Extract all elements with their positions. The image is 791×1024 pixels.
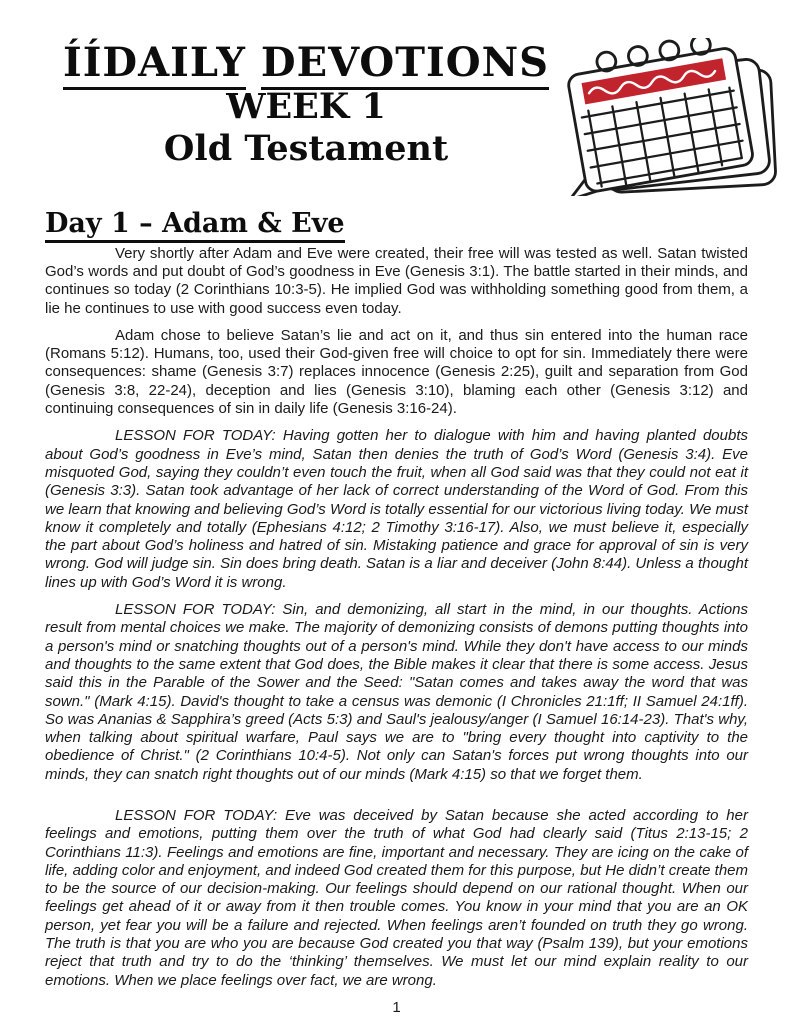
page-number: 1 bbox=[392, 998, 401, 1016]
lesson-paragraph-1: LESSON FOR TODAY: Having gotten her to dialogue with him and having planted doubts about God’s goodness in Eve’s mind, Satan then denies the truth of God’s Word (Genesis 3:4). Eve misquoted God, saying they couldn’t even touch the fruit, when all God said was that they could not eat it (Genesis 3:3). Satan took advantage of her lack of correct understanding of the Word of God. From this we learn that knowing and believing God’s Word is totally essential for our victorious living today. We must know it completely and totally (Ephesians 4:12; 2 Timothy 3:16-17). Also, we must believe it, especially the part about God’s holiness and hatred of sin. Mistaking patience and grace for approval of sin is very wrong. God will judge sin. Sin does bring death. Satan is a liar and deceiver (John 8:44). Unless a thought lines up with God’s Word it is wrong. bbox=[45, 427, 748, 591]
calendar-illustration bbox=[549, 34, 785, 201]
page-title bbox=[63, 40, 549, 86]
lesson-paragraph-2: LESSON FOR TODAY: Sin, and demonizing, all start in the mind, in our thoughts. Actions result from mental choices we make. The majority of demonizing consists of demons putting thoughts into a person's mind or snatching thoughts out of a person's mind. While they don't have access to our minds and thoughts to the same extent that God does, the Bible makes it clear that there is some access. Jesus said this in the Parable of the Sower and the Seed: "Satan comes and takes away the word that was sown." (Mark 4:15). David's thought to take a census was demonic (I Chronicles 21:1ff; II Samuel 24:1ff). So was Ananias & Sapphira’s greed (Acts 5:3) and Saul's jealousy/anger (I Samuel 16:14-23). That's why, when talking about spiritual warfare, Paul says we are to "bring every thought into captivity to the obedience of Christ." (2 Corinthians 10:4-5). Not only can Satan's forces put wrong thoughts into our minds, they can snatch right thoughts out of our minds (Mark 4:15) so that we forget them. bbox=[45, 601, 748, 783]
section-heading bbox=[45, 209, 748, 239]
subtitle-week: WEEK 1 bbox=[226, 86, 386, 127]
section-heading-text: Day 1 – Adam & Eve bbox=[45, 208, 345, 243]
title-block bbox=[45, 34, 549, 170]
calendar-icon bbox=[549, 38, 785, 196]
body-paragraph-1: Very shortly after Adam and Eve were created, their free will was tested as well. Satan twisted God’s words and put doubt of God’s goodness in Eve (Genesis 3:1). The battle started in their minds, and continues so today (2 Corinthians 10:3-5). He implied God was withholding something good from them, a lie he continues to use with good success even today. bbox=[45, 244, 748, 317]
lesson-paragraph-3: LESSON FOR TODAY: Eve was deceived by Satan because she acted according to her feelings and emotions, putting them over the truth of what God had clearly said (Titus 2:13-15; 2 Corinthians 11:3). Feelings and emotions are fine, important and necessary. They are icing on the cake of life, adding color and enjoyment, and indeed God created them for this purpose, but He didn’t create them to be the source of our decision-making. Our feelings should depend on our rational thought. When our feelings get ahead of it or away from it then trouble comes. You know in your mind that you are an OK person, yet fear you will be a failure and rejected. When feelings aren’t founded on truth they go wrong. The truth is that you are who you are because God created you that way (Psalm 139), but your emotions reject that truth and try to do the ‘thinking’ themselves. We must let our mind explain reality to our emotions. When we place feelings over fact, we are wrong. bbox=[45, 807, 748, 989]
page-header bbox=[45, 34, 748, 201]
title-word-daily: ÍÍDAILY bbox=[63, 39, 246, 90]
subtitle-testament: Old Testament bbox=[163, 128, 449, 169]
title-word-devotions: DEVOTIONS bbox=[261, 39, 549, 90]
body-paragraph-2: Adam chose to believe Satan’s lie and act on it, and thus sin entered into the human race (Romans 5:12). Humans, too, used their God-given free will choice to opt for sin. Immediately there were consequences: shame (Genesis 3:7) replaces innocence (Genesis 2:25), guilt and separation from God (Genesis 3:8, 22-24), deception and lies (Genesis 3:10), blaming each other (Genesis 3:12) and continuing consequences of sin in daily life (Genesis 3:16-24). bbox=[45, 326, 748, 418]
